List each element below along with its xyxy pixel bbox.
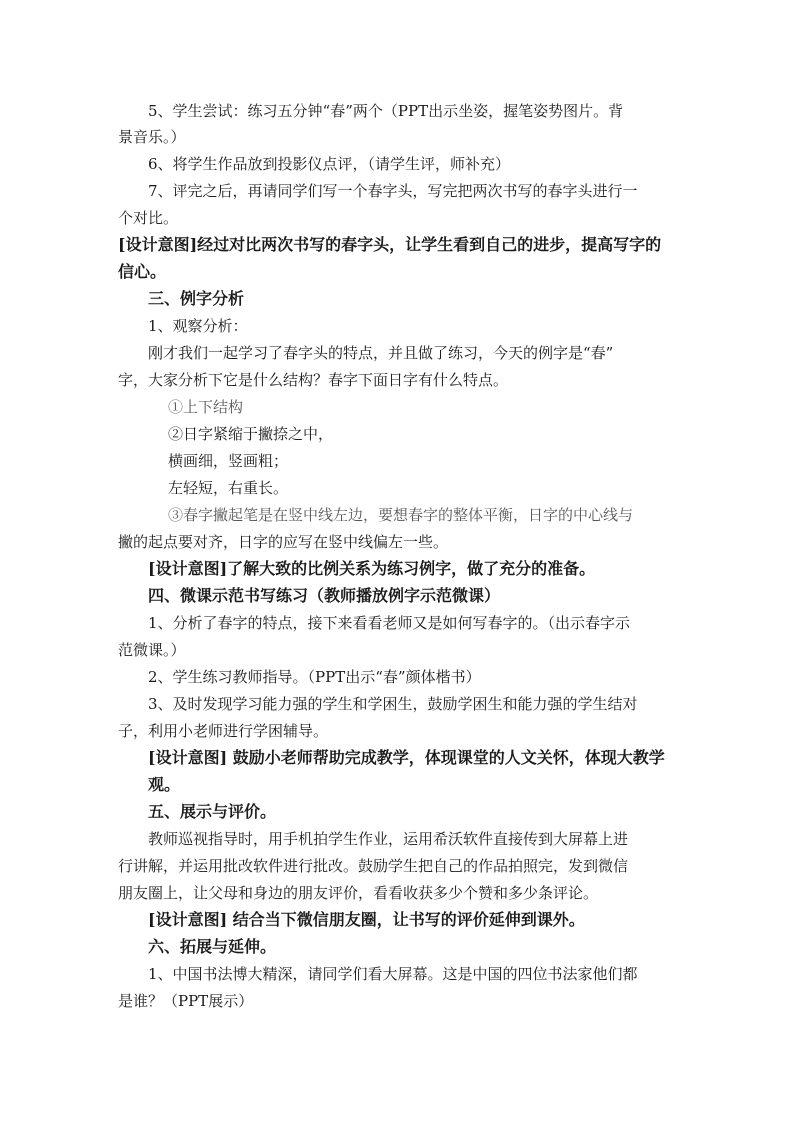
s4-item-1-line-1: 1、分析了春字的特点，接下来看看老师又是如何写春字的。（出示春字示 — [148, 614, 631, 632]
s4-item-2: 2、学生练习教师指导。（PPT出示“春”颜体楷书） — [148, 668, 481, 686]
point-1: ①上下结构 — [168, 398, 244, 416]
design-intent-3-line-1: [设计意图] 鼓励小老师帮助完成教学，体现课堂的人文关怀，体现大教学 — [148, 748, 665, 767]
point-2-sub-1: 横画细，竖画粗； — [168, 452, 289, 470]
design-intent-4: [设计意图] 结合当下微信朋友圈，让书写的评价延伸到课外。 — [148, 910, 585, 929]
observe-analysis: 1、观察分析： — [148, 317, 248, 335]
s4-item-3-line-1: 3、及时发现学习能力强的学生和学困生，鼓励学困生和能力强的学生结对 — [148, 695, 638, 713]
step-5-line-1: 5、学生尝试：练习五分钟“春”两个（PPT出示坐姿，握笔姿势图片。背 — [148, 102, 624, 120]
point-3-line-2: 撇的起点要对齐，日字的应写在竖中线偏左一些。 — [118, 533, 449, 551]
design-intent-2: [设计意图]了解大致的比例关系为练习例字，做了充分的准备。 — [148, 559, 596, 578]
point-2-sub-2: 左轻短，右重长。 — [168, 479, 289, 497]
analysis-para-line-2: 字，大家分析下它是什么结构？春字下面日字有什么特点。 — [118, 371, 509, 389]
point-3-line-1: ③春字撇起笔是在竖中线左边，要想春字的整体平衡，日字的中心线与 — [168, 506, 634, 524]
analysis-para-line-1: 刚才我们一起学习了春字头的特点，并且做了练习，今天的例字是“春” — [148, 344, 614, 362]
s5-para-line-2: 行讲解，并运用批改软件进行批改。鼓励学生把自己的作品拍照完，发到微信 — [118, 857, 629, 875]
s4-item-1-line-2: 范微课。） — [118, 641, 186, 659]
s6-item-1-line-2: 是谁？（PPT展示） — [118, 992, 254, 1010]
section-4-heading: 四、微课示范书写练习（教师播放例字示范微课） — [148, 586, 501, 605]
step-6: 6、将学生作品放到投影仪点评，（请学生评，师补充） — [148, 155, 511, 173]
s6-item-1-line-1: 1、中国书法博大精深，请同学们看大屏幕。这是中国的四位书法家他们都 — [148, 965, 638, 983]
s5-para-line-1: 教师巡视指导时，用手机拍学生作业，运用希沃软件直接传到大屏幕上进 — [148, 830, 629, 848]
s4-item-3-line-2: 子，利用小老师进行学困辅导。 — [118, 722, 329, 740]
design-intent-3-line-2: 观。 — [148, 775, 181, 794]
section-5-heading: 五、展示与评价。 — [148, 802, 277, 821]
step-7-line-2: 个对比。 — [118, 209, 179, 227]
step-5-line-2: 景音乐。） — [118, 128, 186, 146]
s5-para-line-3: 朋友圈上，让父母和身边的朋友评价，看看收获多少个赞和多少条评论。 — [118, 884, 599, 902]
step-7-line-1: 7、评完之后，再请同学们写一个春字头，写完把两次书写的春字头进行一 — [148, 182, 638, 200]
design-intent-1-line-2: 信心。 — [118, 262, 167, 281]
section-3-heading: 三、例字分析 — [148, 289, 245, 308]
point-2: ②日字紧缩于撇捺之中， — [168, 425, 334, 443]
design-intent-1-line-1: [设计意图]经过对比两次书写的春字头，让学生看到自己的进步，提高写字的 — [118, 235, 662, 254]
section-6-heading: 六、拓展与延伸。 — [148, 937, 277, 956]
